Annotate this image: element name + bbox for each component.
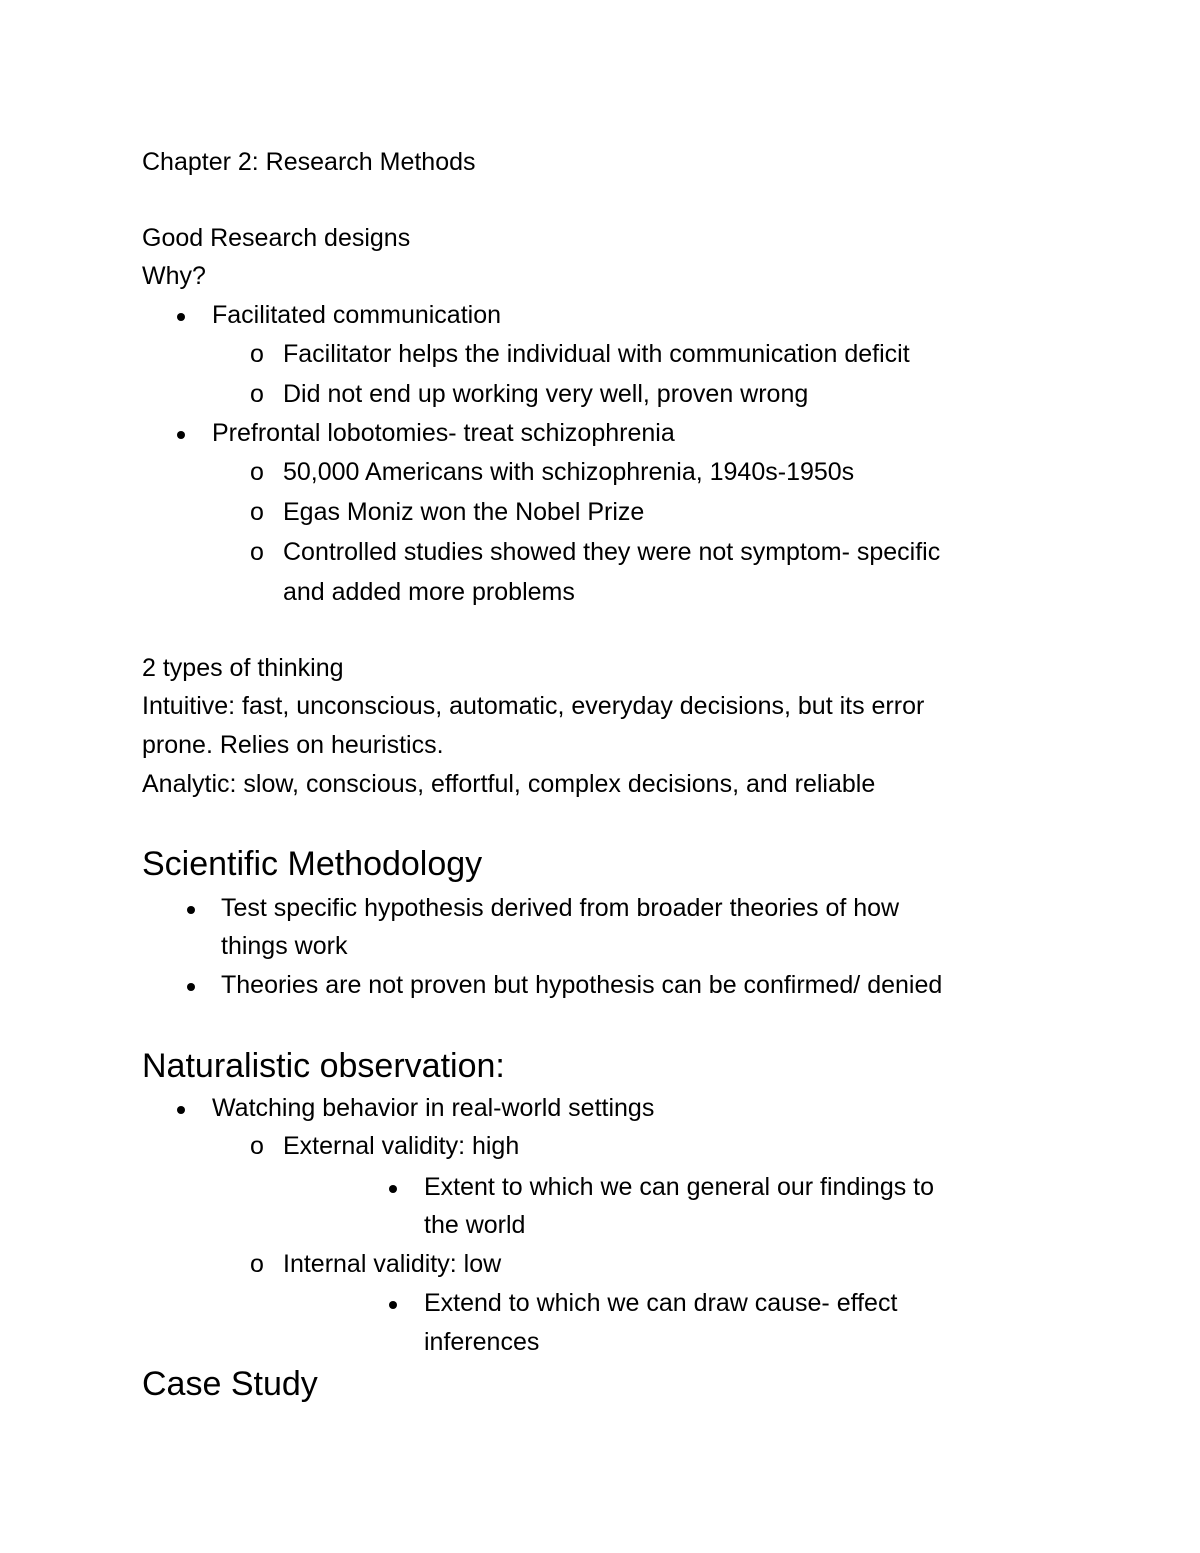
- bullet-icon: [177, 431, 185, 439]
- thinking-heading: 2 types of thinking: [142, 654, 344, 682]
- bullet-icon: [187, 983, 195, 991]
- case-study-heading: Case Study: [142, 1365, 318, 1403]
- sub-item-proven-wrong: Did not end up working very well, proven wrong: [283, 380, 809, 408]
- sub-item-egas-moniz: Egas Moniz won the Nobel Prize: [283, 498, 645, 526]
- bullet-icon: [187, 906, 195, 914]
- chapter-title: Chapter 2: Research Methods: [142, 148, 476, 176]
- bullet-icon: [177, 313, 185, 321]
- intuitive-line1: Intuitive: fast, unconscious, automatic, everyday decisions, but its error: [142, 692, 925, 720]
- sub-item-controlled-studies-line1: Controlled studies showed they were not symptom- specific: [283, 538, 941, 566]
- analytic-line: Analytic: slow, conscious, effortful, complex decisions, and reliable: [142, 770, 876, 798]
- sub-item-americans: 50,000 Americans with schizophrenia, 1940s-1950s: [283, 458, 855, 486]
- internal-validity: Internal validity: low: [283, 1250, 502, 1278]
- scientific-bullet2: Theories are not proven but hypothesis can be confirmed/ denied: [221, 971, 943, 999]
- circle-marker-icon: o: [250, 340, 264, 368]
- circle-marker-icon: o: [250, 1132, 264, 1160]
- bullet-icon: [389, 1185, 397, 1193]
- external-detail-line1: Extent to which we can general our findings to: [424, 1173, 935, 1201]
- external-detail-line2: the world: [424, 1211, 526, 1239]
- circle-marker-icon: o: [250, 538, 264, 566]
- naturalistic-observation-heading: Naturalistic observation:: [142, 1047, 505, 1085]
- bullet-prefrontal-lobotomies: Prefrontal lobotomies- treat schizophrenia: [212, 419, 675, 447]
- good-research-heading: Good Research designs: [142, 224, 411, 252]
- scientific-bullet1-line1: Test specific hypothesis derived from broader theories of how: [221, 894, 900, 922]
- why-question: Why?: [142, 262, 206, 290]
- circle-marker-icon: o: [250, 1250, 264, 1278]
- external-validity: External validity: high: [283, 1132, 520, 1160]
- intuitive-line2: prone. Relies on heuristics.: [142, 731, 444, 759]
- internal-detail-line1: Extend to which we can draw cause- effect: [424, 1289, 898, 1317]
- bullet-facilitated-communication: Facilitated communication: [212, 301, 502, 329]
- bullet-icon: [177, 1106, 185, 1114]
- circle-marker-icon: o: [250, 380, 264, 408]
- scientific-methodology-heading: Scientific Methodology: [142, 845, 483, 883]
- internal-detail-line2: inferences: [424, 1328, 540, 1356]
- bullet-icon: [389, 1301, 397, 1309]
- circle-marker-icon: o: [250, 458, 264, 486]
- circle-marker-icon: o: [250, 498, 264, 526]
- naturalistic-bullet: Watching behavior in real-world settings: [212, 1094, 655, 1122]
- sub-item-controlled-studies-line2: and added more problems: [283, 578, 575, 606]
- sub-item-facilitator: Facilitator helps the individual with communication deficit: [283, 340, 910, 368]
- scientific-bullet1-line2: things work: [221, 932, 348, 960]
